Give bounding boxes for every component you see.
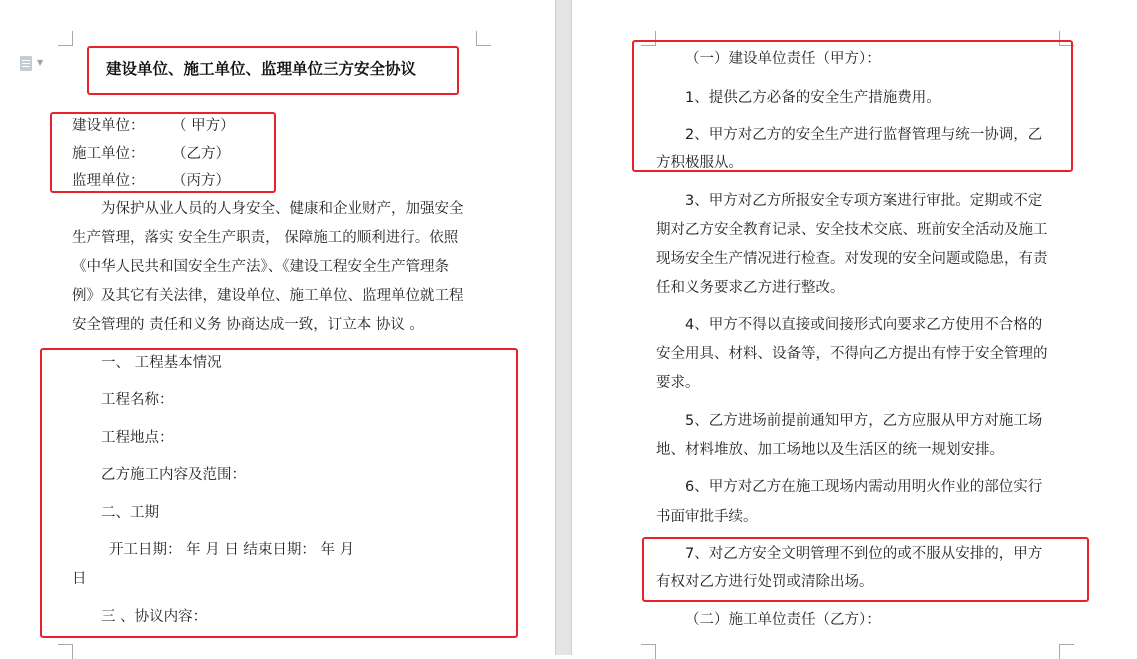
intro-line: 生产管理，落实 安全生产职责， 保障施工的顺利进行。依照 <box>72 230 459 246</box>
party-label: 建设单位： <box>72 118 145 134</box>
document-icon[interactable] <box>20 56 32 71</box>
clause-line: 5、乙方进场前提前通知甲方，乙方应服从甲方对施工场 <box>685 413 1043 429</box>
clause-line: 2、甲方对乙方的安全生产进行监督管理与统一协调，乙 <box>685 127 1043 143</box>
document-page-left <box>0 0 555 655</box>
project-name-field: 工程名称： <box>101 392 174 408</box>
document-title: 建设单位、施工单位、监理单位三方安全协议 <box>106 59 417 78</box>
clause-line: 地、材料堆放、加工场地以及生活区的统一规划安排。 <box>656 442 1004 458</box>
margin-mark <box>641 644 656 659</box>
clause-line: 任和义务要求乙方进行整改。 <box>656 280 845 296</box>
clause-line: 方积极服从。 <box>656 155 743 171</box>
party-label: 施工单位： <box>72 146 145 162</box>
page-gutter <box>555 0 572 655</box>
clause-line: 安全用具、材料、设备等，不得向乙方提出有悖于安全管理的 <box>656 346 1048 362</box>
highlight-box-title <box>87 46 459 95</box>
chevron-down-icon[interactable]: ▼ <box>37 58 44 67</box>
clause-line: 3、甲方对乙方所报安全专项方案进行审批。定期或不定 <box>685 193 1043 209</box>
document-page-right <box>572 0 1137 655</box>
intro-line: 《中华人民共和国安全生产法》、《建设工程安全生产管理条 <box>72 259 449 275</box>
section-heading: 一、 工程基本情况 <box>101 355 222 371</box>
clause-line: 现场安全生产情况进行检查。对发现的安全问题或隐患，有责 <box>656 251 1048 267</box>
clause-line: 7、对乙方安全文明管理不到位的或不服从安排的，甲方 <box>685 546 1043 562</box>
highlight-box-project-info <box>40 348 518 638</box>
clause-line: 1、提供乙方必备的安全生产措施费用。 <box>685 90 941 106</box>
clause-line: 有权对乙方进行处罚或清除出场。 <box>656 574 874 590</box>
clause-line: 书面审批手续。 <box>656 509 758 525</box>
highlight-box-parties <box>50 112 276 193</box>
clause-line: 要求。 <box>656 375 700 391</box>
scope-field: 乙方施工内容及范围： <box>101 467 246 483</box>
margin-mark <box>476 31 491 46</box>
project-location-field: 工程地点： <box>101 430 174 446</box>
clause-line: 4、甲方不得以直接或间接形式向要求乙方使用不合格的 <box>685 317 1043 333</box>
intro-line: 例》及其它有关法律，建设单位、施工单位、监理单位就工程 <box>72 288 464 304</box>
margin-mark <box>1059 644 1074 659</box>
party-role: （乙方） <box>172 146 230 162</box>
highlight-box-party-a <box>632 40 1073 172</box>
section-heading: 二、工期 <box>101 505 159 521</box>
party-role: （丙方） <box>172 173 230 189</box>
section-heading: （一）建设单位责任（甲方）： <box>685 51 881 67</box>
section-heading: （二）施工单位责任（乙方）： <box>685 612 881 628</box>
section-heading: 三 、协议内容： <box>101 609 208 625</box>
clause-line: 期对乙方安全教育记录、安全技术交底、班前安全活动及施工 <box>656 222 1048 238</box>
margin-mark <box>58 644 73 659</box>
party-label: 监理单位： <box>72 173 145 189</box>
highlight-box-clause-7 <box>642 537 1089 602</box>
margin-mark <box>58 31 73 46</box>
dates-line: 开工日期： 年 月 日 结束日期： 年 月 <box>109 542 355 558</box>
party-role: （ 甲方） <box>172 118 235 134</box>
intro-line: 为保护从业人员的人身安全、健康和企业财产，加强安全 <box>101 201 464 217</box>
clause-line: 6、甲方对乙方在施工现场内需动用明火作业的部位实行 <box>685 479 1043 495</box>
intro-line: 安全管理的 责任和义务 协商达成一致，订立本 协议 。 <box>72 317 424 333</box>
dates-line-wrap: 日 <box>72 571 87 587</box>
